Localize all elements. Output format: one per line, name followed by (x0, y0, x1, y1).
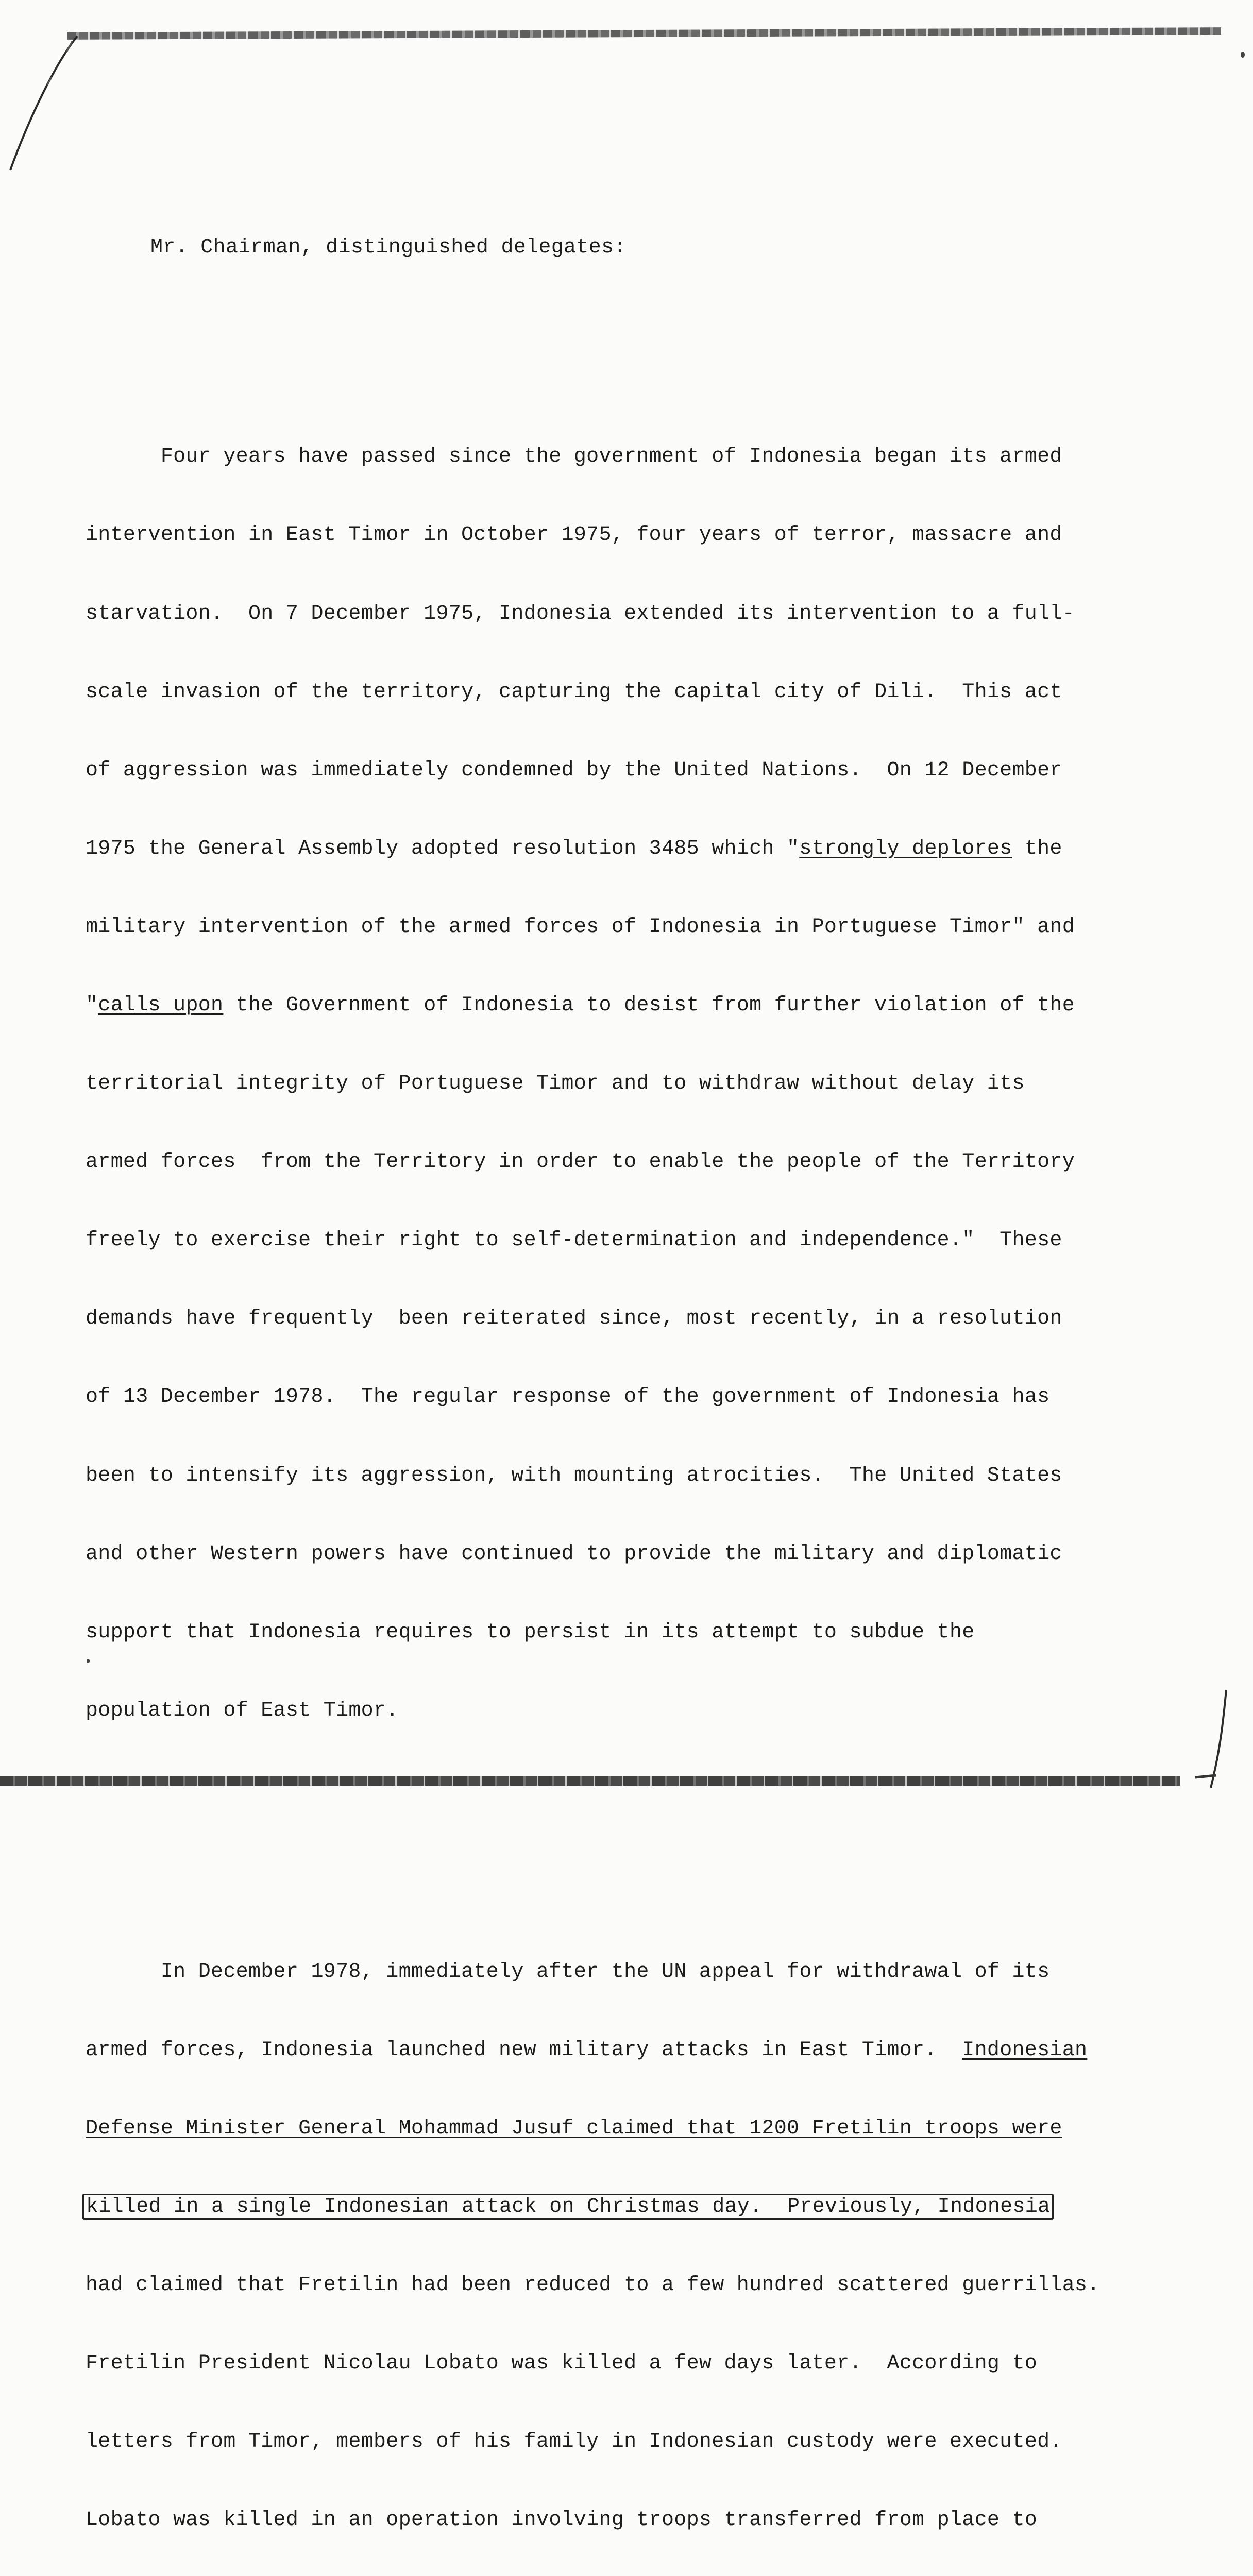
text-line: of aggression was immediately condemned by the United Nations. On 12 December (86, 758, 1062, 782)
text-line: had claimed that Fretilin had been reduced to a few hundred scattered guerrillas. (86, 2274, 1100, 2297)
text-line: intervention in East Timor in October 1975, four years of terror, massacre and (86, 523, 1062, 547)
text-line: of 13 December 1978. The regular response of the government of Indonesia has (86, 1385, 1050, 1409)
boxed-phrase-start: Indonesian (962, 2038, 1088, 2062)
text-line: armed forces from the Territory in order to enable the people of the Territory (86, 1150, 1075, 1174)
text-line (86, 2116, 1157, 2142)
text-line (86, 2194, 1157, 2221)
text-line: In December 1978, immediately after the UN appeal for withdrawal of its (86, 1960, 1050, 1984)
text-line (86, 993, 1157, 1019)
text-line: and other Western powers have continued to provide the military and diplomatic (86, 1542, 1062, 1566)
text-line: Four years have passed since the government of Indonesia began its armed (86, 445, 1062, 469)
scan-corner-mark (0, 21, 82, 175)
text-line: Fretilin President Nicolau Lobato was killed a few days later. According to (86, 2352, 1038, 2376)
salutation: Mr. Chairman, distinguished delegates: (150, 236, 626, 260)
text-line: population of East Timor. (86, 1699, 399, 1722)
boxed-phrase: Defense Minister General Mohammad Jusuf claimed that 1200 Fretilin troops were (86, 2117, 1062, 2141)
paragraph-2 (86, 1907, 1157, 2576)
text-line: military intervention of the armed forces of Indonesia in Portuguese Timor" and (86, 915, 1075, 939)
text-line: freely to exercise their right to self-determination and independence." These (86, 1229, 1062, 1252)
text-line: support that Indonesia requires to persist in its attempt to subdue the (86, 1620, 975, 1644)
text-segment: armed forces, Indonesia launched new military attacks in East Timor. (86, 2038, 962, 2062)
text-line (86, 836, 1157, 862)
scan-speck (1241, 52, 1245, 58)
text-segment: the Government of Indonesia to desist from further violation of the (223, 993, 1075, 1017)
scan-corner-mark-bottom-right (1185, 1685, 1242, 1793)
letter-body (86, 183, 1157, 2576)
text-line: demands have frequently been reiterated since, most recently, in a resolution (86, 1307, 1062, 1331)
text-line: scale invasion of the territory, capturing the capital city of Dili. This act (86, 680, 1062, 704)
underlined-phrase: calls upon (98, 993, 224, 1017)
boxed-phrase: killed in a single Indonesian attack on Christmas day. Previously, Indonesia (82, 2194, 1054, 2220)
text-segment: the (1012, 837, 1062, 860)
text-line: starvation. On 7 December 1975, Indonesia extended its intervention to a full- (86, 602, 1075, 625)
text-segment: " (86, 993, 98, 1017)
text-line: letters from Timor, members of his family in Indonesian custody were executed. (86, 2430, 1062, 2454)
text-line: territorial integrity of Portuguese Timor and to withdraw without delay its (86, 1072, 1025, 1096)
text-line: Lobato was killed in an operation involving troops transferred from place to (86, 2509, 1038, 2532)
text-line: been to intensify its aggression, with mounting atrocities. The United States (86, 1464, 1062, 1487)
text-segment: 1975 the General Assembly adopted resolution 3485 which " (86, 837, 800, 860)
paragraph-1 (86, 392, 1157, 1776)
text-line (86, 2038, 1157, 2064)
underlined-phrase: strongly deplores (799, 837, 1012, 860)
scan-edge-top (67, 27, 1221, 40)
